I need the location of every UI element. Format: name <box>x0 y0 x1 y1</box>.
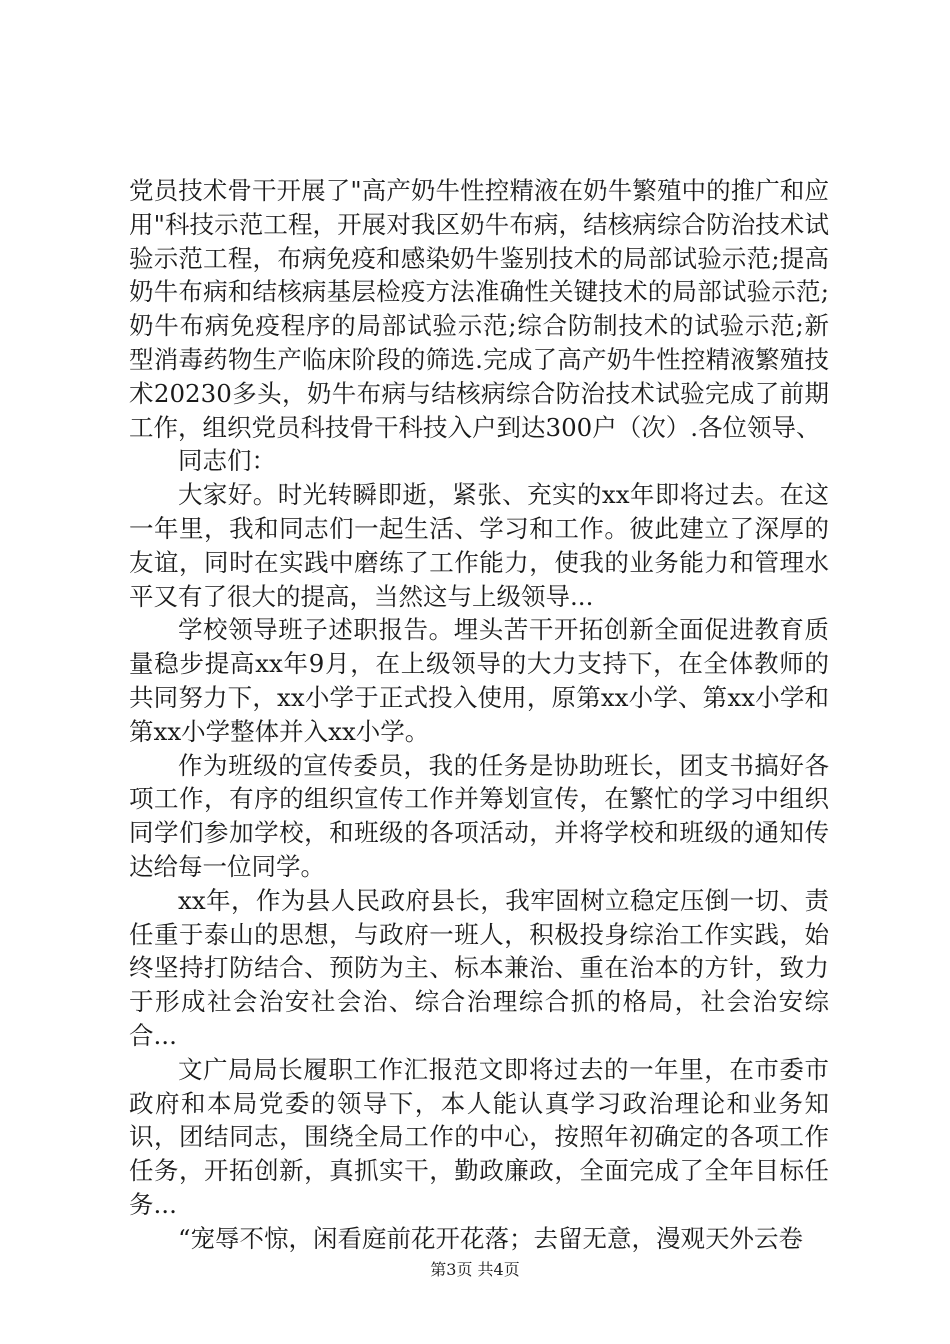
paragraph: 党员技术骨干开展了"高产奶牛性控精液在奶牛繁殖中的推广和应用"科技示范工程，开展对我区奶牛布病，结核病综合防治技术试验示范工程，布病免疫和感染奶牛鉴别技术的局部试验示范;提高奶牛布病和结核病基层检疫方法准确性关键技术的局部试验示范;奶牛布病免疫程序的局部试验示范;综合防制技术的试验示范;新型消毒药物生产临床阶段的筛选.完成了高产奶牛性控精液繁殖技术20230多头，奶牛布病与结核病综合防治技术试验完成了前期工作，组织党员科技骨干科技入户到达300户（次）.各位领导、 <box>129 176 829 442</box>
document-body <box>129 174 829 1256</box>
paragraph: 同志们： <box>178 446 276 476</box>
paragraph: xx年，作为县人民政府县长，我牢固树立稳定压倒一切、责任重于泰山的思想，与政府一班人，积极投身综治工作实践，始终坚持打防结合、预防为主、标本兼治、重在治本的方针，致力于形成社会治安社会治、综合治理综合抓的格局，社会治安综合... <box>129 885 829 1050</box>
paragraph: “宠辱不惊，闲看庭前花开花落；去留无意，漫观天外云卷 <box>178 1223 804 1253</box>
paragraph: 大家好。时光转瞬即逝，紧张、充实的xx年即将过去。在这一年里，我和同志们一起生活、学习和工作。彼此建立了深厚的友谊，同时在实践中磨练了工作能力，使我的业务能力和管理水平又有了很大的提高，当然这与上级领导... <box>129 480 829 611</box>
page-number-footer: 第3页 共4页 <box>430 1260 520 1279</box>
paragraph: 作为班级的宣传委员，我的任务是协助班长，团支书搞好各项工作，有序的组织宣传工作并筹划宣传，在繁忙的学习中组织同学们参加学校，和班级的各项活动，并将学校和班级的通知传达给每一位同学。 <box>129 750 829 881</box>
paragraph: 学校领导班子述职报告。埋头苦干开拓创新全面促进教育质量稳步提高xx年9月，在上级领导的大力支持下，在全体教师的共同努力下，xx小学于正式投入使用，原第xx小学、第xx小学和第xx小学整体并入xx小学。 <box>129 615 829 746</box>
paragraph: 文广局局长履职工作汇报范文即将过去的一年里，在市委市政府和本局党委的领导下，本人能认真学习政治理论和业务知识，团结同志，围绕全局工作的中心，按照年初确定的各项工作任务，开拓创新，真抓实干，勤政廉政，全面完成了全年目标任务... <box>129 1054 829 1219</box>
